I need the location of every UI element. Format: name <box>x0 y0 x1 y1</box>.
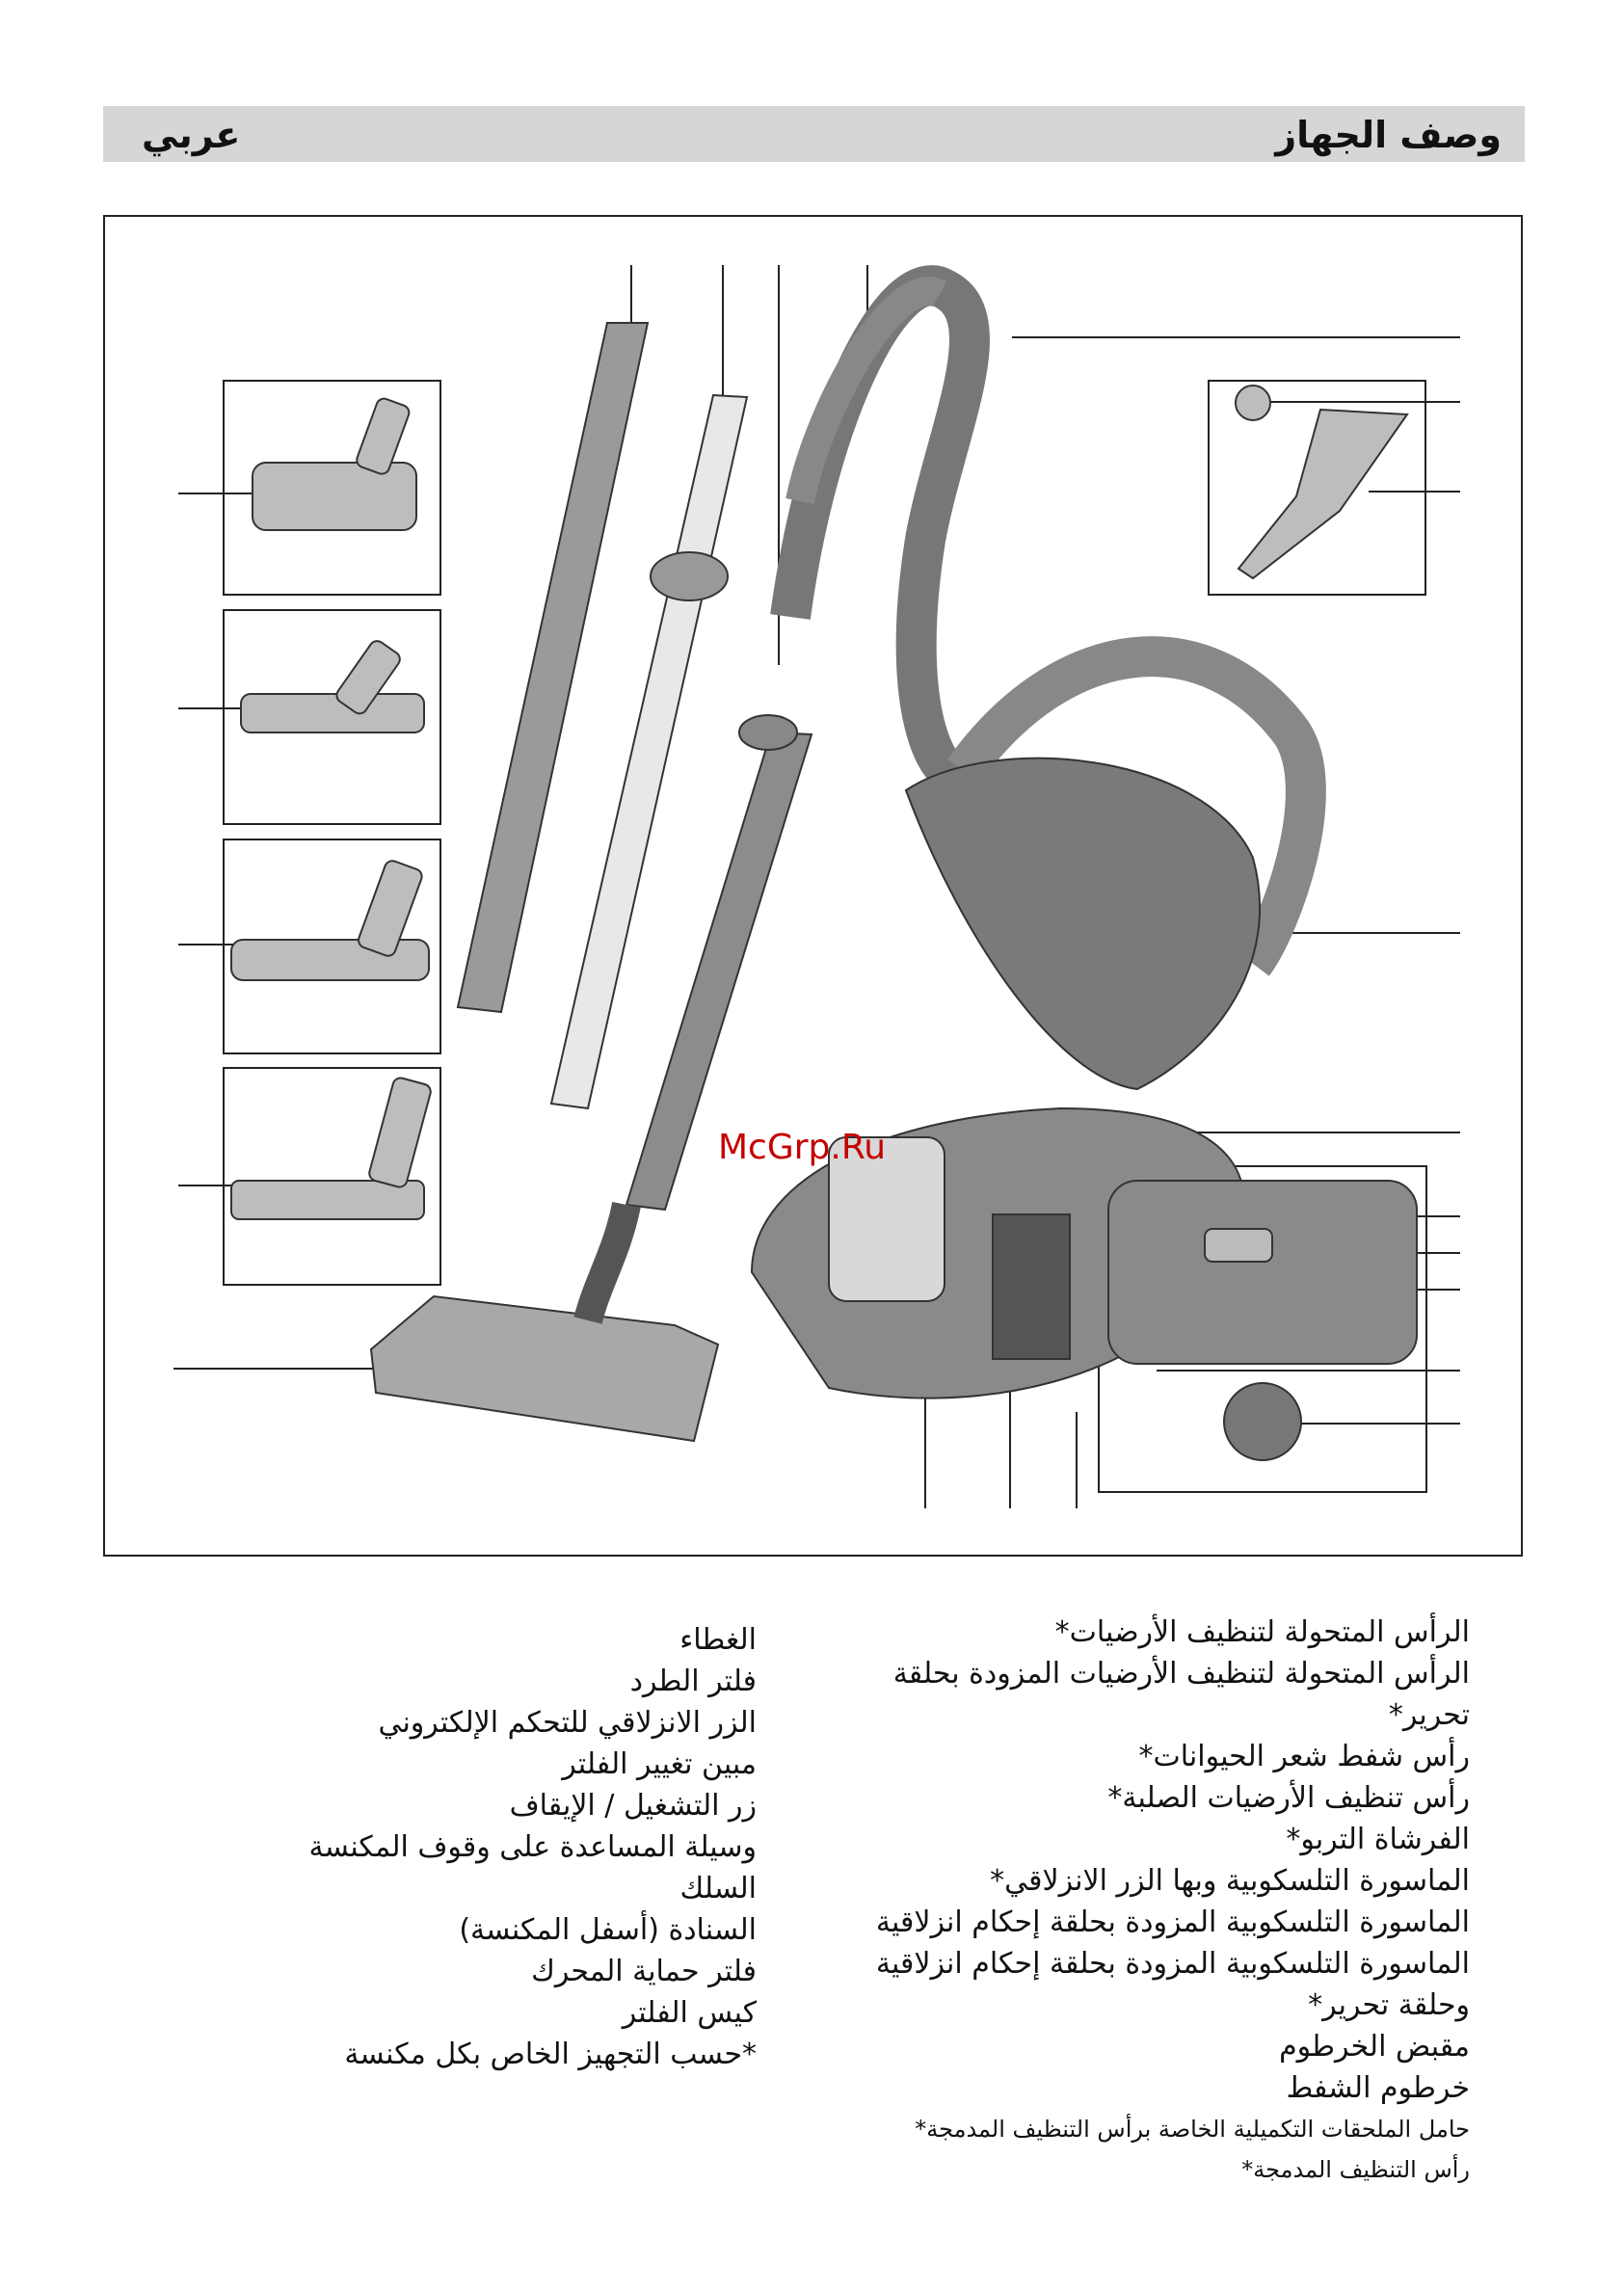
legend-item: فلتر حماية المحرك <box>531 1955 757 1988</box>
legend-item: السنادة (أسفل المكنسة) <box>459 1913 757 1947</box>
legend-item: الغطاء <box>679 1623 757 1657</box>
legend-item: رأس شفط شعر الحيوانات* <box>1138 1740 1470 1773</box>
legend-item: خرطوم الشفط <box>1286 2071 1470 2105</box>
legend-item: تحرير* <box>1388 1698 1470 1732</box>
page-title: وصف الجهاز <box>1275 114 1502 156</box>
legend-item: الرأس المتحولة لتنظيف الأرضيات* <box>1054 1615 1470 1649</box>
legend-item: الماسورة التلسكوبية المزودة بحلقة إحكام انزلاقية <box>875 1905 1470 1939</box>
legend-item: مبين تغيير الفلتر <box>562 1747 757 1781</box>
legend-item: الفرشاة التربو* <box>1286 1823 1470 1856</box>
legend-item-small: رأس التنظيف المدمجة* <box>1241 2156 1470 2183</box>
legend-item: الزر الانزلاقي للتحكم الإلكتروني <box>378 1706 757 1740</box>
language-label: عربي <box>142 114 241 156</box>
legend-item: رأس تنظيف الأرضيات الصلبة* <box>1107 1781 1470 1815</box>
legend-item: كيس الفلتر <box>622 1996 757 2030</box>
watermark: McGrp.Ru <box>718 1128 887 1167</box>
legend-item: *حسب التجهيز الخاص بكل مكنسة <box>344 2038 757 2071</box>
legend-item: وحلقة تحرير* <box>1308 1988 1470 2022</box>
legend-left-column <box>217 1619 757 2075</box>
legend-item: زر التشغيل / الإيقاف <box>509 1789 757 1823</box>
legend-item: فلتر الطرد <box>629 1665 757 1698</box>
legend-item: الماسورة التلسكوبية المزودة بحلقة إحكام انزلاقية <box>875 1947 1470 1981</box>
legend-item: الماسورة التلسكوبية وبها الزر الانزلاقي* <box>990 1864 1470 1898</box>
legend-item: مقبض الخرطوم <box>1279 2030 1470 2064</box>
legend-item: وسيلة المساعدة على وقوف المكنسة <box>308 1830 757 1864</box>
legend-item: السلك <box>679 1872 757 1905</box>
legend-item: الرأس المتحولة لتنظيف الأرضيات المزودة بحلقة <box>892 1657 1470 1691</box>
legend-item-small: حامل الملحقات التكميلية الخاصة برأس التنظيف المدمجة* <box>915 2116 1470 2143</box>
